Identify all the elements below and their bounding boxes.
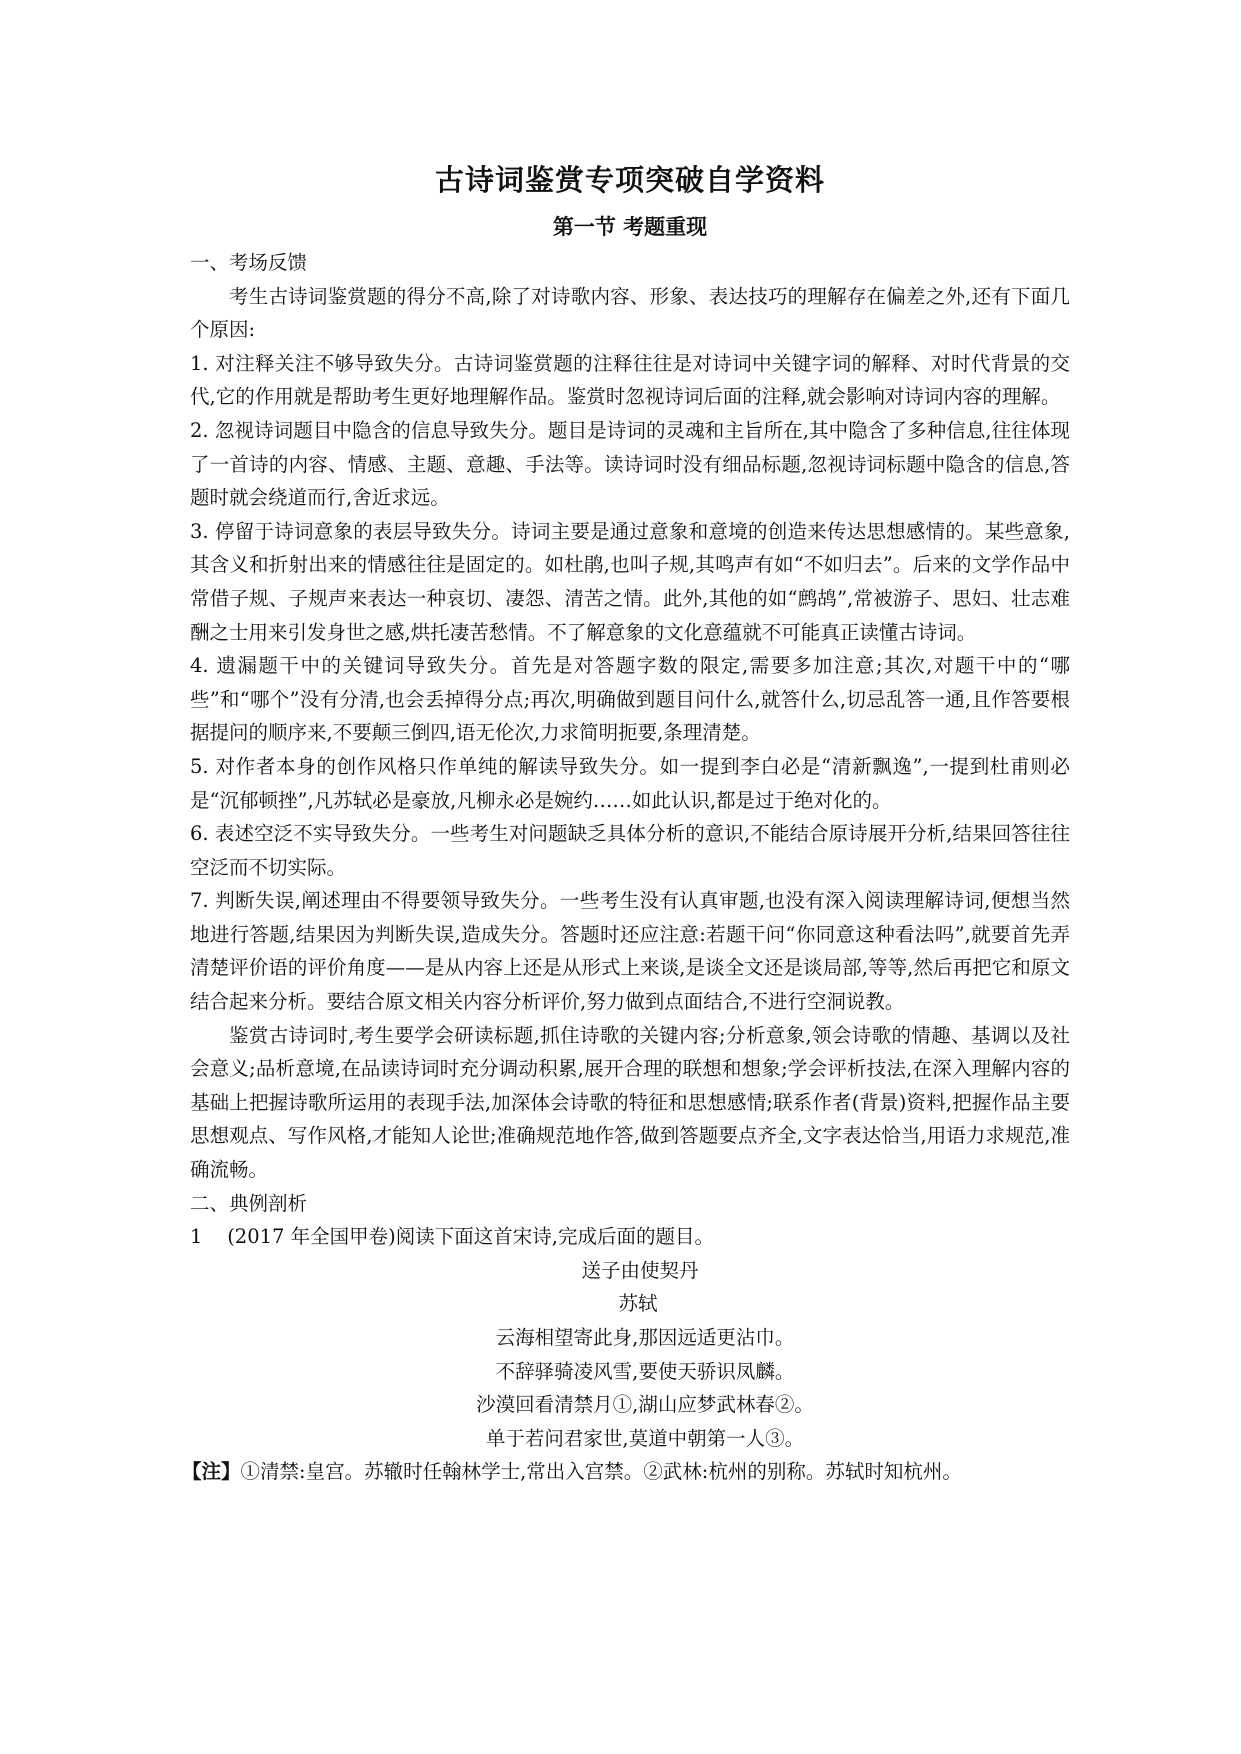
poem [190, 1254, 1070, 1456]
intro-paragraph: 考生古诗词鉴赏题的得分不高,除了对诗歌内容、形象、表达技巧的理解存在偏差之外,还有下面几个原因: [190, 284, 1070, 342]
reason-item-1: 1. 对注释关注不够导致失分。古诗词鉴赏题的注释往往是对诗词中关键字词的解释、对时代背景的交代,它的作用就是帮助考生更好地理解作品。鉴赏时忽视诗词后面的注释,就会影响对诗词内容的理解。 [190, 351, 1070, 409]
reason-item-7: 7. 判断失误,阐述理由不得要领导致失分。一些考生没有认真审题,也没有深入阅读理解诗词,便想当然地进行答题,结果因为判断失误,造成失分。答题时还应注意:若题干问“你同意这种看法吗”,就要首先弄清楚评价语的评价角度——是从内容上还是从形式上来谈,是谈全文还是谈局部,等等,然后再把它和原文结合起来分析。要结合原文相关内容分析评价,努力做到点面结合,不进行空洞说教。 [190, 889, 1070, 1014]
reason-item-4: 4. 遗漏题干中的关键词导致失分。首先是对答题字数的限定,需要多加注意;其次,对题干中的“哪些”和“哪个”没有分清,也会丢掉得分点;再次,明确做到题目问什么,就答什么,切忌乱答一通,且作答要根据提问的顺序来,不要颠三倒四,语无伦次,力求简明扼要,条理清楚。 [190, 654, 1070, 745]
document-page [182, 160, 1070, 1489]
poem-line-4: 单于若问君家世,莫道中朝第一人③。 [485, 1426, 805, 1450]
poem-line-3: 沙漠回看清禁月①,湖山应梦武林春②。 [476, 1393, 814, 1417]
reason-item-5: 5. 对作者本身的创作风格只作单纯的解读导致失分。如一提到李白必是“清新飘逸”,一提到杜甫则必是“沉郁顿挫”,凡苏轼必是豪放,凡柳永必是婉约……如此认识,都是过于绝对化的。 [190, 754, 1070, 812]
note-text: ①清禁:皇宫。苏辙时任翰林学士,常出入宫禁。②武林:杭州的别称。苏轼时知杭州。 [240, 1460, 962, 1484]
section-subtitle: 第一节 考题重现 [552, 215, 708, 239]
poem-line-1: 云海相望寄此身,那因远适更沾巾。 [495, 1326, 795, 1349]
reason-item-3: 3. 停留于诗词意象的表层导致失分。诗词主要是通过意象和意境的创造来传达思想感情的。某些意象,其含义和折射出来的情感往往是固定的。如杜鹃,也叫子规,其鸣声有如“不如归去”。后来的文学作品中常借子规、子规声来表达一种哀切、凄怨、清苦之情。此外,其他的如“鹧鸪”,常被游子、思妇、壮志难酬之士用来引发身世之感,烘托凄苦愁情。不了解意象的文化意蕴就不可能真正读懂古诗词。 [190, 519, 1070, 644]
poem-author: 苏轼 [618, 1292, 658, 1316]
section-heading-examples: 二、典例剖析 [190, 1191, 308, 1215]
reason-item-2: 2. 忽视诗词题目中隐含的信息导致失分。题目是诗词的灵魂和主旨所在,其中隐含了多种信息,往往体现了一首诗的内容、情感、主题、意趣、手法等。读诗词时没有细品标题,忽视诗词标题中隐含的信息,答题时就会绕道而行,舍近求远。 [190, 418, 1070, 510]
document-title: 古诗词鉴赏专项突破自学资料 [434, 163, 825, 197]
summary-paragraph: 鉴赏古诗词时,考生要学会研读标题,抓住诗歌的关键内容;分析意象,领会诗歌的情趣、基调以及社会意义;品析意境,在品读诗词时充分调动积累,展开合理的联想和想象;学会评析技法,在深入理解内容的基础上把握诗歌所运用的表现手法,加深体会诗歌的特征和思想感情;联系作者(背景)资料,把握作品主要思想观点、写作风格,才能知人论世;准确规范地作答,做到答题要点齐全,文字表达恰当,用语力求规范,准确流畅。 [190, 1023, 1070, 1182]
reason-item-6: 6. 表述空泛不实导致失分。一些考生对问题缺乏具体分析的意识,不能结合原诗展开分析,结果回答往往空泛而不切实际。 [190, 822, 1070, 879]
poem-line-2: 不辞驿骑凌风雪,要使天骄识凤麟。 [495, 1359, 795, 1383]
example-intro: 1 (2017 年全国甲卷)阅读下面这首宋诗,完成后面的题目。 [190, 1225, 714, 1249]
section-heading-exam-feedback: 一、考场反馈 [190, 251, 308, 274]
note-label: 【注】 [182, 1460, 241, 1484]
poem-title: 送子由使契丹 [581, 1258, 699, 1282]
poem-note [182, 1455, 1070, 1489]
